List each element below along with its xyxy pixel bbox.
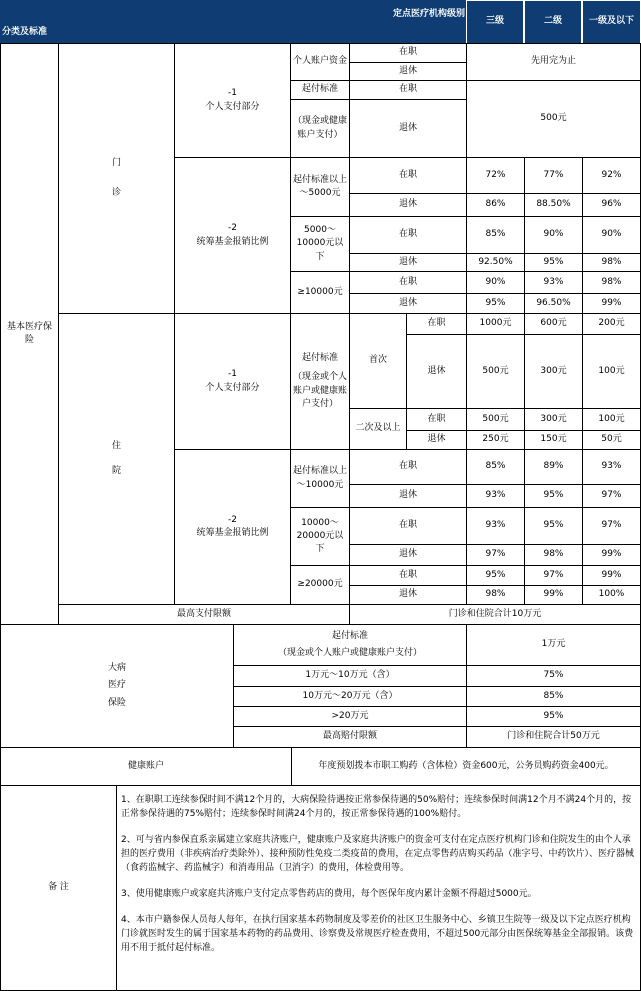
amount-cell: 1000元 <box>466 313 525 335</box>
rate-cell: 93% <box>524 271 583 294</box>
rate-cell: 99% <box>582 293 641 314</box>
rate-cell: 86% <box>466 193 525 217</box>
retired-label: 退休 <box>406 430 467 450</box>
op-deductible-employed: 在职 <box>349 80 467 100</box>
employed-label: 在职 <box>349 216 467 254</box>
level-label: 定点医疗机构级别 <box>392 9 465 19</box>
employed-label: 在职 <box>349 565 467 586</box>
amount-cell: 500元 <box>466 408 525 431</box>
amount-cell: 250元 <box>466 430 525 450</box>
inpatient-self-pay <box>174 313 291 450</box>
inpatient-title-1: 住 <box>111 440 121 451</box>
outpatient-title-2: 诊 <box>111 187 121 198</box>
rate-cell: 97% <box>524 565 583 586</box>
level2-header: 二级 <box>524 0 582 44</box>
personal-account-label: 个人账户资金 <box>290 43 350 81</box>
basic-max-label: 最高支付限额 <box>58 604 350 625</box>
outpatient-self-pay-title-1: -1 <box>228 88 237 99</box>
first-label: 首次 <box>349 313 407 409</box>
note-item: 3、使用健康账户或家庭共济账户支付定点零售药店的费用，每个医保年度内累计金额不得超过5000元。 <box>121 888 537 899</box>
table-row: ≥10000元 <box>290 271 350 314</box>
rate-cell: 77% <box>524 157 583 194</box>
employed-label: 在职 <box>349 157 467 194</box>
rate-cell: 95% <box>524 253 583 272</box>
rate-cell: 98% <box>466 585 525 605</box>
table-row: 起付标准以上～10000元 <box>290 449 350 508</box>
category-label: 分类及标准 <box>2 27 48 37</box>
note-item: 4、本市户籍参保人员每人每年，在执行国家基本药物制度及零差价的社区卫生服务中心、乡镇卫生院等一级及以下定点医疗机构门诊就医时发生的属于国家基本药物的药品费用、诊察费及常规医疗检查费用，不超过500元部分由医保统筹基金全部报销。该费用不用于抵付起付标准。 <box>121 914 634 953</box>
rate-cell: 98% <box>582 253 641 272</box>
rate-cell: 93% <box>582 449 641 485</box>
notes-label: 备 注 <box>0 785 117 991</box>
rate-cell: 97% <box>582 484 641 508</box>
major-max-label: 最高赔付限额 <box>233 726 467 748</box>
ip-deductible-note: （现金或个人账户或健康账户支付） <box>293 372 348 409</box>
major-max-value: 门诊和住院合计50万元 <box>466 726 641 748</box>
major-illness-title <box>0 624 234 748</box>
table-row: 10000～20000元以下 <box>290 507 350 566</box>
employed-label: 在职 <box>406 313 467 335</box>
amount-cell: 300元 <box>524 408 583 431</box>
rate-cell: 99% <box>582 565 641 586</box>
basic-max-value: 门诊和住院合计10万元 <box>349 604 641 625</box>
ip-deductible <box>290 313 350 450</box>
table-row: ≥20000元 <box>290 565 350 605</box>
amount-cell: 100元 <box>582 408 641 431</box>
outpatient-self-pay <box>174 43 291 158</box>
rate-cell: 97% <box>466 544 525 566</box>
rate-cell: 98% <box>582 271 641 294</box>
rate-cell: 75% <box>466 665 641 687</box>
health-account-value: 年度预划拨本市职工购药（含体检）资金600元，公务员购药资金400元。 <box>291 747 641 786</box>
major-title-3: 保险 <box>107 697 126 708</box>
major-deductible-note: （现金或个人账户或健康账户支付） <box>277 648 422 658</box>
op-deductible-note: （现金或健康账户支付） <box>290 99 350 158</box>
op-deductible-retired: 退休 <box>349 99 467 158</box>
rate-cell: 99% <box>582 544 641 566</box>
amount-cell: 50元 <box>582 430 641 450</box>
inpatient-pooled-title-1: -2 <box>228 514 237 525</box>
amount-cell: 150元 <box>524 430 583 450</box>
inpatient-self-pay-title-2: 个人支付部分 <box>205 382 260 393</box>
rate-cell: 96.50% <box>524 293 583 314</box>
op-deductible-value: 500元 <box>466 80 641 158</box>
rate-cell: 85% <box>466 449 525 485</box>
retired-label: 退休 <box>349 253 467 272</box>
major-deductible <box>233 624 467 666</box>
inpatient-self-pay-title-1: -1 <box>228 369 237 380</box>
retired-label: 退休 <box>349 484 467 508</box>
table-row: 5000～10000元以下 <box>290 216 350 272</box>
amount-cell: 200元 <box>582 313 641 335</box>
rate-cell: 97% <box>582 507 641 545</box>
outpatient-self-pay-title-2: 个人支付部分 <box>205 101 260 112</box>
rate-cell: 85% <box>466 686 641 707</box>
rate-cell: 95% <box>466 565 525 586</box>
amount-cell: 600元 <box>524 313 583 335</box>
ip-deductible-title: 起付标准 <box>301 353 338 364</box>
table-row: 起付标准以上～5000元 <box>290 157 350 217</box>
note-item: 2、可与省内参保直系亲属建立家庭共济账户，健康账户及家庭共济账户的资金可支付在定点医疗机构门诊和住院发生的由个人承担的医疗费用（非疾病治疗类除外）、接种预防性免疫二类疫苗的费用，在定点零售药店购买药品（准字号、中药饮片）、医疗器械（食药监械字、药监械字）和消毒用品（卫消字）的费用，体检费用等。 <box>121 834 635 873</box>
pa-retired-label: 退休 <box>349 62 467 81</box>
basic-insurance-title: 基本医疗保险 <box>0 43 59 625</box>
retired-label: 退休 <box>349 193 467 217</box>
pa-employed-label: 在职 <box>349 43 467 63</box>
rate-cell: 96% <box>582 193 641 217</box>
rate-cell: 98% <box>524 544 583 566</box>
employed-label: 在职 <box>406 408 467 431</box>
rate-cell: 95% <box>524 484 583 508</box>
retired-label: 退休 <box>349 544 467 566</box>
op-deductible-title: 起付标准 <box>290 80 350 100</box>
inpatient-title-2: 院 <box>111 466 121 476</box>
rate-cell: 93% <box>466 507 525 545</box>
repeat-label: 二次及以上 <box>349 408 407 450</box>
health-account-label: 健康账户 <box>0 747 292 786</box>
rate-cell: 92% <box>582 157 641 194</box>
note-item: 1、在职职工连续参保时间不满12个月的，大病保险待遇按正常参保待遇的50%赔付；连续参保时间满12个月不满24个月的，按正常参保待遇的75%赔付；连续参保时间满24个月的，按正常参保待遇的100%赔付。 <box>121 795 632 819</box>
retired-label: 退休 <box>349 585 467 605</box>
rate-cell: 90% <box>524 216 583 254</box>
rate-cell: 90% <box>582 216 641 254</box>
inpatient-title <box>58 313 175 605</box>
rate-cell: 85% <box>466 216 525 254</box>
rate-cell: 93% <box>466 484 525 508</box>
table-row: 1万元～10万元（含） <box>233 665 467 687</box>
level3-header: 三级 <box>466 0 524 44</box>
retired-label: 退休 <box>349 293 467 314</box>
table-row: >20万元 <box>233 706 467 727</box>
employed-label: 在职 <box>349 271 467 294</box>
pa-value: 先用完为止 <box>466 43 641 81</box>
inpatient-pooled <box>174 449 291 605</box>
employed-label: 在职 <box>349 507 467 545</box>
inpatient-pooled-title-2: 统筹基金报销比例 <box>196 528 269 538</box>
rate-cell: 95% <box>524 507 583 545</box>
employed-label: 在职 <box>349 449 467 485</box>
amount-cell: 500元 <box>466 334 525 409</box>
rate-cell: 95% <box>466 706 641 727</box>
rate-cell: 89% <box>524 449 583 485</box>
rate-cell: 88.50% <box>524 193 583 217</box>
major-title-1: 大病 <box>107 663 126 674</box>
table-row: 10万元～20万元（含） <box>233 686 467 707</box>
outpatient-pooled-title-1: -2 <box>228 223 237 234</box>
outpatient-pooled <box>174 157 291 314</box>
amount-cell: 300元 <box>524 334 583 409</box>
amount-cell: 100元 <box>582 334 641 409</box>
rate-cell: 95% <box>466 293 525 314</box>
rate-cell: 92.50% <box>466 253 525 272</box>
retired-label: 退休 <box>406 334 467 409</box>
outpatient-title-1: 门 <box>111 158 121 169</box>
outpatient-pooled-title-2: 统筹基金报销比例 <box>196 236 269 247</box>
outpatient-title <box>58 43 175 314</box>
rate-cell: 99% <box>524 585 583 605</box>
rate-cell: 100% <box>582 585 641 605</box>
major-title-2: 医疗 <box>107 680 126 691</box>
notes-body <box>116 785 641 991</box>
major-deductible-title: 起付标准 <box>331 630 368 641</box>
major-deductible-value: 1万元 <box>466 624 641 666</box>
level1-header: 一级及以下 <box>582 0 641 44</box>
rate-cell: 90% <box>466 271 525 294</box>
rate-cell: 72% <box>466 157 525 194</box>
